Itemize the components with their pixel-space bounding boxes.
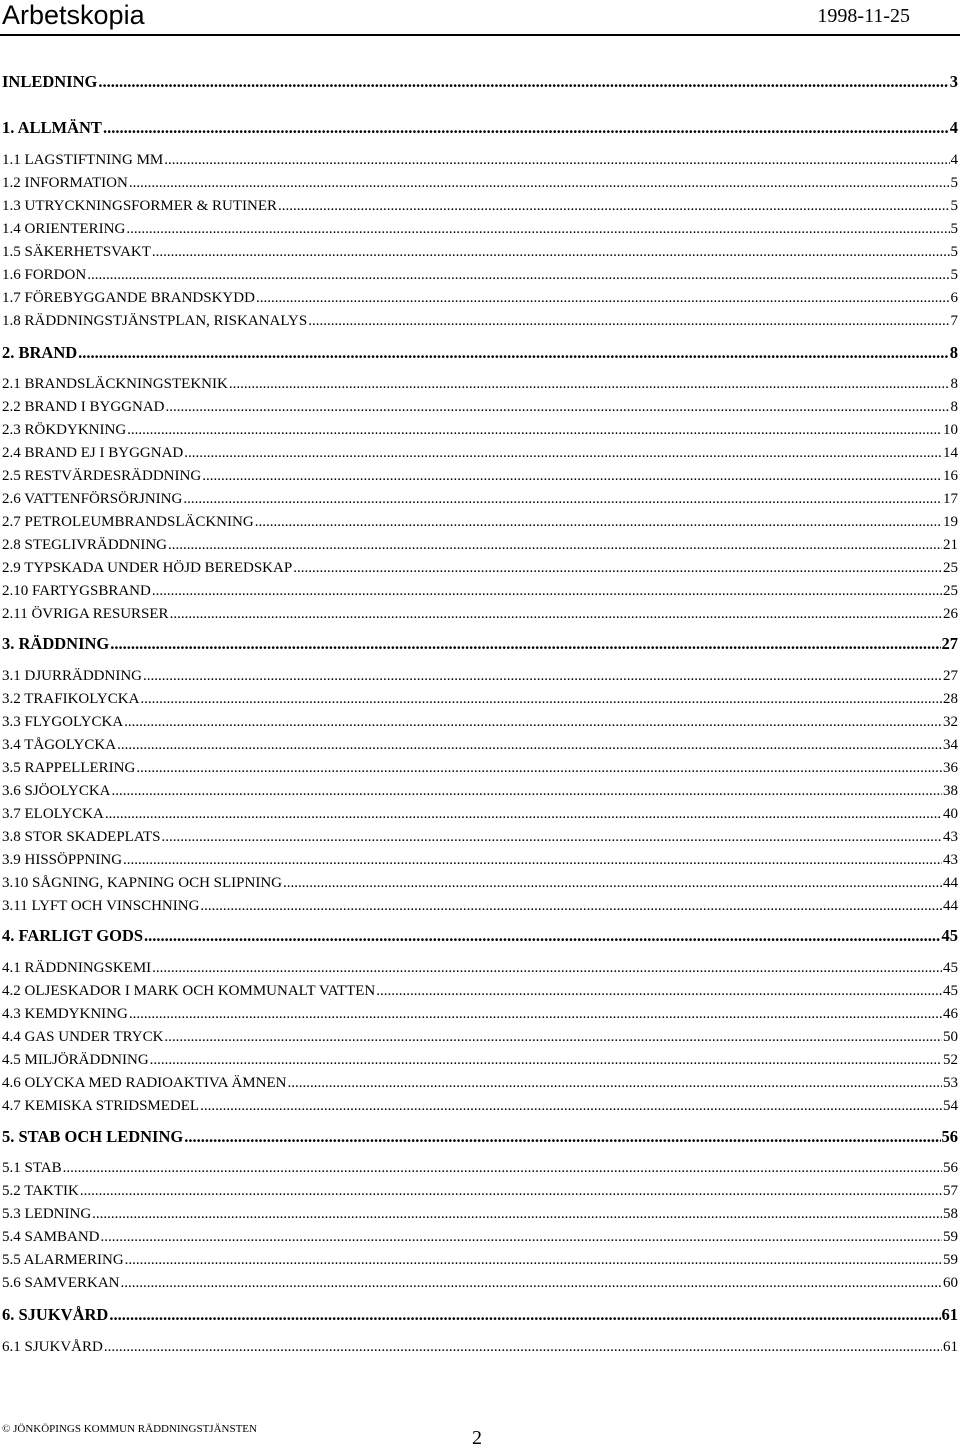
toc-entry-label: 6.1 SJUKVÅRD xyxy=(2,1339,103,1355)
toc-entry[interactable] xyxy=(2,1098,958,1115)
toc-entry[interactable] xyxy=(2,422,958,439)
toc-dot-leader xyxy=(200,898,942,915)
toc-entry[interactable] xyxy=(2,829,958,846)
toc-entry-label: 1.1 LAGSTIFTNING MM xyxy=(2,152,164,168)
toc-dot-leader xyxy=(184,445,942,462)
toc-entry[interactable] xyxy=(2,1127,958,1147)
toc-entry-label: 3. RÄDDNING xyxy=(2,634,110,653)
toc-entry[interactable] xyxy=(2,560,958,577)
toc-entry[interactable] xyxy=(2,1206,958,1223)
toc-entry-label: 5.6 SAMVERKAN xyxy=(2,1275,120,1291)
toc-entry[interactable] xyxy=(2,514,958,531)
toc-entry-label: 5.5 ALARMERING xyxy=(2,1252,124,1268)
toc-entry[interactable] xyxy=(2,1305,958,1325)
toc-dot-leader xyxy=(255,514,942,531)
toc-entry-page: 56 xyxy=(943,1160,958,1176)
toc-entry-label: 3.3 FLYGOLYCKA xyxy=(2,714,124,730)
toc-dot-leader xyxy=(92,1206,942,1223)
toc-entry-page: 27 xyxy=(941,634,958,653)
toc-entry[interactable] xyxy=(2,118,958,138)
toc-entry-page: 8 xyxy=(950,376,958,392)
toc-entry-label: 1.4 ORIENTERING xyxy=(2,221,126,237)
document-date: 1998-11-25 xyxy=(817,5,910,27)
toc-dot-leader xyxy=(308,313,949,330)
toc-dot-leader xyxy=(143,668,942,685)
toc-entry-label: 4.1 RÄDDNINGSKEMI xyxy=(2,960,152,976)
toc-dot-leader xyxy=(152,960,942,977)
toc-entry-label: INLEDNING xyxy=(2,72,98,91)
toc-dot-leader xyxy=(63,1160,942,1177)
toc-entry-label: 4.2 OLJESKADOR I MARK OCH KOMMUNALT VATTEN xyxy=(2,983,376,999)
toc-entry[interactable] xyxy=(2,445,958,462)
toc-entry-label: 2.11 ÖVRIGA RESURSER xyxy=(2,606,169,622)
toc-entry[interactable] xyxy=(2,875,958,892)
toc-entry-label: 3.6 SJÖOLYCKA xyxy=(2,783,111,799)
toc-entry-page: 26 xyxy=(943,606,958,622)
toc-entry-label: 2.2 BRAND I BYGGNAD xyxy=(2,399,165,415)
toc-entry-page: 5 xyxy=(950,267,958,283)
toc-entry-label: 1.8 RÄDDNINGSTJÄNSTPLAN, RISKANALYS xyxy=(2,313,308,329)
toc-entry-page: 14 xyxy=(943,445,958,461)
toc-entry-label: 3.11 LYFT OCH VINSCHNING xyxy=(2,898,200,914)
toc-entry[interactable] xyxy=(2,1339,958,1356)
toc-dot-leader xyxy=(129,1006,942,1023)
toc-dot-leader xyxy=(202,468,942,485)
toc-entry-label: 6. SJUKVÅRD xyxy=(2,1305,109,1324)
toc-entry-label: 3.10 SÅGNING, KAPNING OCH SLIPNING xyxy=(2,875,283,891)
toc-dot-leader xyxy=(104,1339,942,1356)
toc-dot-leader xyxy=(229,376,950,393)
toc-entry[interactable] xyxy=(2,783,958,800)
toc-dot-leader xyxy=(168,537,942,554)
toc-entry-page: 3 xyxy=(949,72,958,91)
toc-entry-label: 4.6 OLYCKA MED RADIOAKTIVA ÄMNEN xyxy=(2,1075,287,1091)
toc-dot-leader xyxy=(80,1183,942,1200)
toc-entry-label: 1.5 SÄKERHETSVAKT xyxy=(2,244,151,260)
toc-dot-leader xyxy=(164,152,949,169)
toc-dot-leader xyxy=(124,714,942,731)
toc-entry[interactable] xyxy=(2,1183,958,1200)
toc-entry[interactable] xyxy=(2,537,958,554)
toc-entry-page: 44 xyxy=(943,898,958,914)
toc-entry[interactable] xyxy=(2,313,958,330)
toc-entry-page: 34 xyxy=(943,737,958,753)
toc-entry[interactable] xyxy=(2,198,958,215)
toc-entry[interactable] xyxy=(2,290,958,307)
toc-entry[interactable] xyxy=(2,926,958,946)
toc-entry-page: 60 xyxy=(943,1275,958,1291)
toc-entry-page: 45 xyxy=(943,960,958,976)
toc-dot-leader xyxy=(150,1052,942,1069)
toc-entry-page: 38 xyxy=(943,783,958,799)
toc-entry[interactable] xyxy=(2,244,958,261)
toc-dot-leader xyxy=(105,806,942,823)
toc-entry-page: 7 xyxy=(950,313,958,329)
toc-entry-page: 5 xyxy=(950,244,958,260)
toc-entry[interactable] xyxy=(2,267,958,284)
toc-entry-label: 5.4 SAMBAND xyxy=(2,1229,100,1245)
toc-entry-label: 2.5 RESTVÄRDESRÄDDNING xyxy=(2,468,202,484)
toc-entry-label: 3.9 HISSÖPPNING xyxy=(2,852,123,868)
toc-entry-page: 8 xyxy=(949,343,958,362)
toc-dot-leader xyxy=(112,783,942,800)
toc-entry[interactable] xyxy=(2,1160,958,1177)
toc-entry-page: 61 xyxy=(943,1339,958,1355)
toc-dot-leader xyxy=(110,634,940,654)
toc-dot-leader xyxy=(278,198,949,215)
toc-dot-leader xyxy=(152,583,942,600)
toc-dot-leader xyxy=(98,72,948,92)
toc-entry-page: 6 xyxy=(950,290,958,306)
toc-dot-leader xyxy=(125,1252,942,1269)
toc-entry-label: 5.1 STAB xyxy=(2,1160,62,1176)
toc-dot-leader xyxy=(376,983,942,1000)
toc-entry-label: 1. ALLMÄNT xyxy=(2,118,102,137)
toc-entry[interactable] xyxy=(2,606,958,623)
toc-dot-leader xyxy=(183,491,942,508)
toc-entry-label: 3.4 TÅGOLYCKA xyxy=(2,737,117,753)
toc-entry-page: 16 xyxy=(943,468,958,484)
toc-entry[interactable] xyxy=(2,1075,958,1092)
toc-entry-page: 40 xyxy=(943,806,958,822)
toc-entry-label: 4.5 MILJÖRÄDDNING xyxy=(2,1052,149,1068)
toc-entry-label: 2.1 BRANDSLÄCKNINGSTEKNIK xyxy=(2,376,228,392)
toc-dot-leader xyxy=(164,1029,942,1046)
toc-entry[interactable] xyxy=(2,983,958,1000)
toc-entry-page: 25 xyxy=(943,583,958,599)
toc-dot-leader xyxy=(117,737,942,754)
toc-dot-leader xyxy=(166,399,950,416)
toc-entry-page: 44 xyxy=(943,875,958,891)
toc-entry[interactable] xyxy=(2,806,958,823)
toc-entry-page: 50 xyxy=(943,1029,958,1045)
toc-entry-page: 5 xyxy=(950,198,958,214)
toc-entry-page: 57 xyxy=(943,1183,958,1199)
toc-entry-page: 19 xyxy=(943,514,958,530)
toc-dot-leader xyxy=(293,560,942,577)
toc-dot-leader xyxy=(140,691,942,708)
toc-entry[interactable] xyxy=(2,634,958,654)
toc-dot-leader xyxy=(283,875,942,892)
toc-entry[interactable] xyxy=(2,1052,958,1069)
toc-entry-page: 52 xyxy=(943,1052,958,1068)
toc-dot-leader xyxy=(101,1229,942,1246)
toc-entry-page: 8 xyxy=(950,399,958,415)
toc-entry-label: 5. STAB OCH LEDNING xyxy=(2,1127,184,1146)
toc-entry-label: 1.3 UTRYCKNINGSFORMER & RUTINER xyxy=(2,198,278,214)
page-header xyxy=(0,0,960,36)
toc-entry-label: 2.8 STEGLIVRÄDDNING xyxy=(2,537,167,553)
toc-dot-leader xyxy=(127,422,942,439)
toc-dot-leader xyxy=(78,343,949,363)
toc-entry-page: 58 xyxy=(943,1206,958,1222)
toc-entry-label: 5.2 TAKTIK xyxy=(2,1183,79,1199)
toc-entry[interactable] xyxy=(2,760,958,777)
toc-entry-page: 10 xyxy=(943,422,958,438)
toc-entry-label: 2.10 FARTYGSBRAND xyxy=(2,583,151,599)
toc-dot-leader xyxy=(121,1275,942,1292)
toc-entry-page: 4 xyxy=(949,118,958,137)
toc-entry[interactable] xyxy=(2,399,958,416)
toc-entry[interactable] xyxy=(2,376,958,393)
toc-entry-label: 3.5 RAPPELLERING xyxy=(2,760,136,776)
toc-entry[interactable] xyxy=(2,152,958,169)
toc-entry[interactable] xyxy=(2,714,958,731)
toc-dot-leader xyxy=(200,1098,942,1115)
toc-entry-page: 56 xyxy=(941,1127,958,1146)
toc-entry[interactable] xyxy=(2,1229,958,1246)
toc-entry-label: 5.3 LEDNING xyxy=(2,1206,92,1222)
toc-dot-leader xyxy=(170,606,942,623)
toc-dot-leader xyxy=(184,1127,940,1147)
toc-entry-page: 46 xyxy=(943,1006,958,1022)
toc-entry[interactable] xyxy=(2,175,958,192)
toc-entry-label: 1.6 FORDON xyxy=(2,267,87,283)
toc-entry[interactable] xyxy=(2,898,958,915)
toc-entry-page: 27 xyxy=(943,668,958,684)
toc-entry-label: 2.3 RÖKDYKNING xyxy=(2,422,127,438)
toc-entry-label: 1.2 INFORMATION xyxy=(2,175,128,191)
toc-entry[interactable] xyxy=(2,960,958,977)
toc-entry-page: 43 xyxy=(943,852,958,868)
toc-entry[interactable] xyxy=(2,1006,958,1023)
toc-entry-label: 3.1 DJURRÄDDNING xyxy=(2,668,143,684)
toc-entry-label: 3.7 ELOLYCKA xyxy=(2,806,104,822)
toc-entry-label: 2. BRAND xyxy=(2,343,78,362)
toc-dot-leader xyxy=(126,221,949,238)
toc-entry-page: 21 xyxy=(943,537,958,553)
toc-entry[interactable] xyxy=(2,72,958,92)
toc-entry-page: 45 xyxy=(943,983,958,999)
toc-entry-page: 53 xyxy=(943,1075,958,1091)
toc-dot-leader xyxy=(87,267,949,284)
toc-dot-leader xyxy=(123,852,942,869)
toc-entry-label: 4.4 GAS UNDER TRYCK xyxy=(2,1029,164,1045)
toc-entry-page: 4 xyxy=(950,152,958,168)
footer-organization: © JÖNKÖPINGS KOMMUN RÄDDNINGSTJÄNSTEN xyxy=(2,1423,257,1435)
toc-dot-leader xyxy=(136,760,942,777)
toc-entry[interactable] xyxy=(2,691,958,708)
toc-entry-label: 4.3 KEMDYKNING xyxy=(2,1006,128,1022)
toc-dot-leader xyxy=(109,1305,940,1325)
toc-entry-label: 2.6 VATTENFÖRSÖRJNING xyxy=(2,491,183,507)
toc-entry[interactable] xyxy=(2,468,958,485)
footer-page-number: 2 xyxy=(472,1427,482,1449)
toc-entry[interactable] xyxy=(2,491,958,508)
toc-dot-leader xyxy=(144,926,940,946)
toc-entry[interactable] xyxy=(2,852,958,869)
toc-entry[interactable] xyxy=(2,1275,958,1292)
toc-entry-page: 25 xyxy=(943,560,958,576)
toc-entry-label: 1.7 FÖREBYGGANDE BRANDSKYDD xyxy=(2,290,255,306)
toc-dot-leader xyxy=(129,175,950,192)
document-title: Arbetskopia xyxy=(2,0,145,30)
toc-entry-page: 17 xyxy=(943,491,958,507)
toc-dot-leader xyxy=(256,290,950,307)
toc-entry[interactable] xyxy=(2,1252,958,1269)
toc-entry-page: 28 xyxy=(943,691,958,707)
toc-entry-page: 54 xyxy=(943,1098,958,1114)
toc-entry-page: 45 xyxy=(941,926,958,945)
toc-dot-leader xyxy=(152,244,950,261)
toc-entry-page: 59 xyxy=(943,1252,958,1268)
toc-dot-leader xyxy=(103,118,949,138)
toc-entry[interactable] xyxy=(2,1029,958,1046)
toc-entry[interactable] xyxy=(2,343,958,363)
toc-dot-leader xyxy=(287,1075,942,1092)
toc-entry-page: 5 xyxy=(950,221,958,237)
toc-entry-label: 4.7 KEMISKA STRIDSMEDEL xyxy=(2,1098,200,1114)
toc-entry-label: 4. FARLIGT GODS xyxy=(2,926,144,945)
toc-entry-label: 3.8 STOR SKADEPLATS xyxy=(2,829,161,845)
toc-entry-page: 32 xyxy=(943,714,958,730)
toc-entry-label: 2.7 PETROLEUMBRANDSLÄCKNING xyxy=(2,514,254,530)
toc-entry-page: 59 xyxy=(943,1229,958,1245)
toc-entry[interactable] xyxy=(2,221,958,238)
toc-entry[interactable] xyxy=(2,668,958,685)
toc-entry-label: 2.4 BRAND EJ I BYGGNAD xyxy=(2,445,184,461)
toc-dot-leader xyxy=(162,829,942,846)
toc-entry-page: 61 xyxy=(941,1305,958,1324)
toc-entry-label: 3.2 TRAFIKOLYCKA xyxy=(2,691,140,707)
toc-entry-label: 2.9 TYPSKADA UNDER HÖJD BEREDSKAP xyxy=(2,560,293,576)
toc-entry[interactable] xyxy=(2,737,958,754)
toc-entry[interactable] xyxy=(2,583,958,600)
toc-entry-page: 36 xyxy=(943,760,958,776)
toc-entry-page: 43 xyxy=(943,829,958,845)
toc-entry-page: 5 xyxy=(950,175,958,191)
